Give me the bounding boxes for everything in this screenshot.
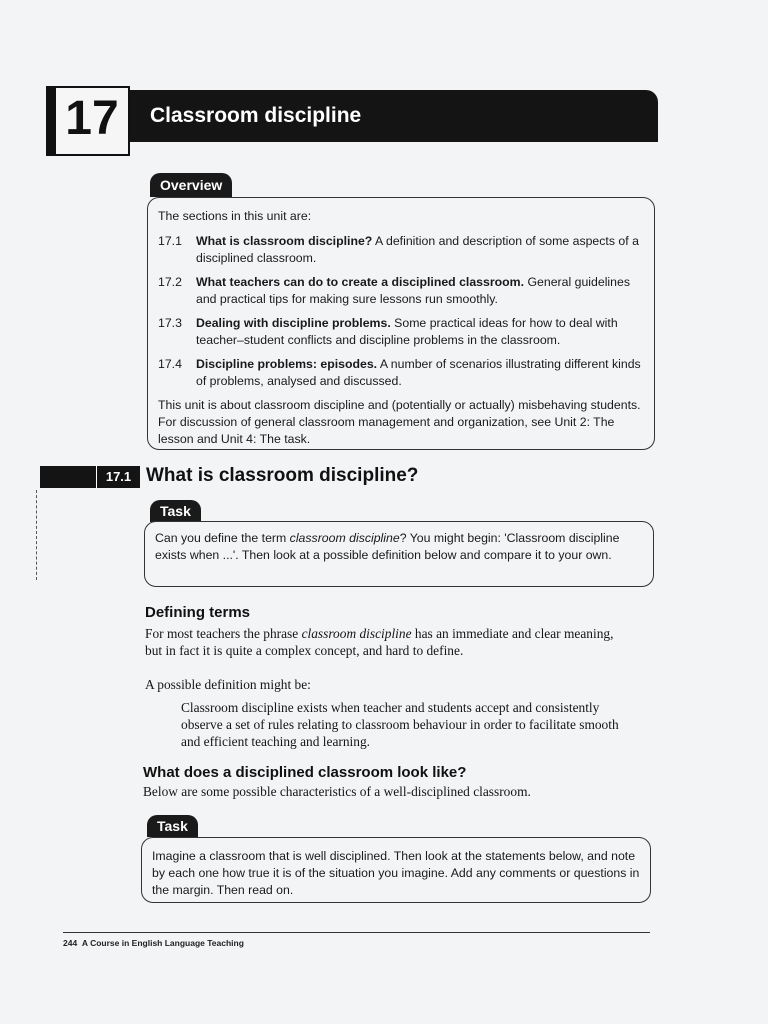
overview-item-rest: General guidelines and practical tips for making sure lessons run smoothly. <box>196 275 630 306</box>
margin-marks <box>36 490 39 580</box>
task-text-italic: classroom discipline <box>289 531 400 545</box>
paragraph-text: has an immediate and clear meaning, but in fact it is quite a complex concept, and hard to define. <box>145 626 614 658</box>
task-tab: Task <box>150 500 201 522</box>
overview-item <box>158 274 644 308</box>
overview-item-rest: A definition and description of some aspects of a disciplined classroom. <box>196 234 639 265</box>
overview-box <box>147 197 655 450</box>
overview-item-bold: Dealing with discipline problems. <box>196 316 391 330</box>
task-tab: Task <box>147 815 198 837</box>
task-box: Imagine a classroom that is well disciplined. Then look at the statements below, and note by each one how true it is of the situation you imagine. Add any comments or questions in the margin. Then read on. <box>141 837 651 903</box>
paragraph-italic: classroom discipline <box>301 626 412 641</box>
overview-item <box>158 356 644 390</box>
overview-item-text <box>196 356 644 390</box>
footer <box>63 938 244 948</box>
overview-item-number: 17.1 <box>158 234 182 248</box>
overview-item-number: 17.3 <box>158 316 182 330</box>
footer-rule <box>63 932 650 933</box>
overview-item-rest: A number of scenarios illustrating different kinds of problems, analysed and discussed. <box>196 357 641 388</box>
defining-terms-heading: Defining terms <box>145 604 251 621</box>
overview-item-number: 17.2 <box>158 275 182 289</box>
task-text: ? You might begin: 'Classroom discipline exists when ...'. Then look at a possible definition below and compare it to your own. <box>155 531 620 562</box>
overview-item-text <box>196 274 644 308</box>
disciplined-classroom-heading: What does a disciplined classroom look like? <box>143 764 467 781</box>
paragraph-text: For most teachers the phrase <box>145 626 302 641</box>
chapter-title: Classroom discipline <box>150 104 362 127</box>
book-title: A Course in English Language Teaching <box>81 938 244 948</box>
overview-tab: Overview <box>150 173 232 197</box>
overview-item-bold: What teachers can do to create a disciplined classroom. <box>196 275 525 289</box>
definition-quote: Classroom discipline exists when teacher and students accept and consistently observe a set of rules relating to classroom behaviour in order to facilitate smooth and efficient teaching and learning. <box>181 700 619 749</box>
overview-item-rest: Some practical ideas for how to deal with teacher–student conflicts and discipline problems in the classroom. <box>196 316 618 347</box>
overview-outro: This unit is about classroom discipline and (potentially or actually) misbehaving students. For discussion of general classroom management and organization, see Unit 2: The lesson and Unit 4: The task. <box>158 398 641 446</box>
definition-intro: A possible definition might be: <box>145 677 311 692</box>
overview-intro: The sections in this unit are: <box>158 209 312 223</box>
overview-item-text <box>196 315 644 349</box>
chapter-title-bar <box>130 90 658 142</box>
defining-paragraph <box>145 625 625 659</box>
page-number: 244 <box>63 938 78 948</box>
overview-item-number: 17.4 <box>158 357 182 371</box>
overview-item <box>158 233 644 267</box>
chapter-number: 17 <box>46 86 130 156</box>
overview-item-text <box>196 233 644 267</box>
section-number: 17.1 <box>96 466 140 488</box>
overview-item <box>158 315 644 349</box>
task-text: Can you define the term <box>155 531 290 545</box>
section-title: What is classroom discipline? <box>146 465 419 486</box>
task-box <box>144 521 654 587</box>
overview-item-bold: What is classroom discipline? <box>196 234 373 248</box>
overview-item-bold: Discipline problems: episodes. <box>196 357 378 371</box>
disciplined-classroom-paragraph: Below are some possible characteristics of a well-disciplined classroom. <box>143 784 531 799</box>
